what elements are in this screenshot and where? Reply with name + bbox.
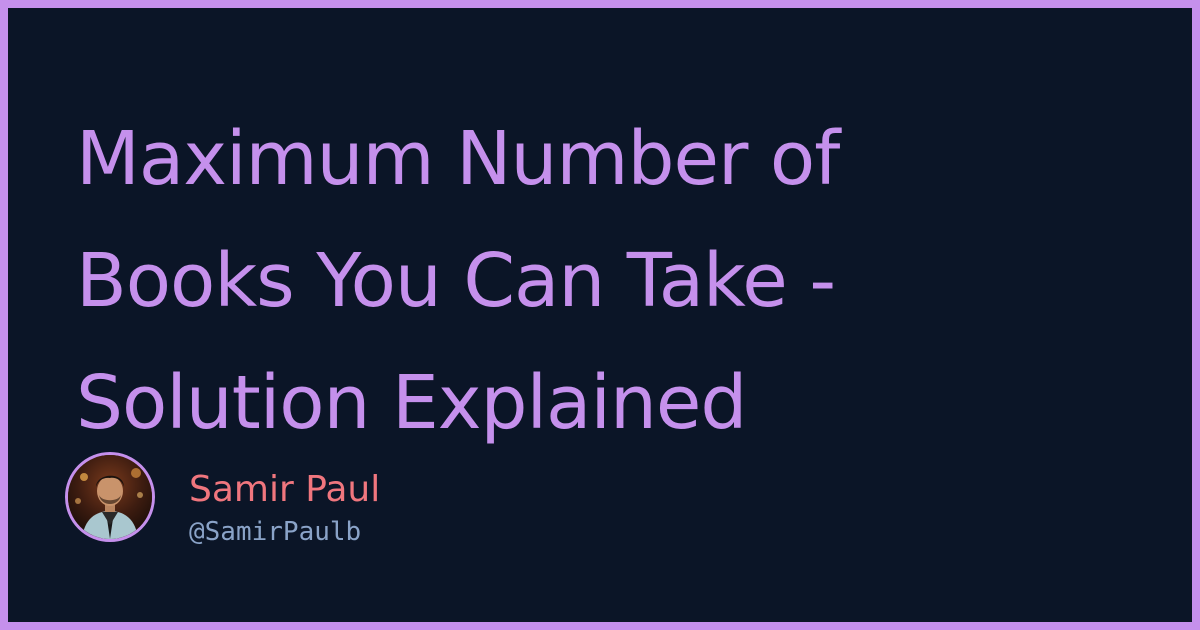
page-title <box>76 98 1116 464</box>
title-line-2: Books You Can Take - <box>76 238 836 324</box>
user-avatar-icon <box>68 455 152 539</box>
author-avatar <box>65 452 155 542</box>
author-name: Samir Paul <box>189 469 381 510</box>
title-line-3: Solution Explained <box>76 360 747 446</box>
social-card <box>8 8 1192 622</box>
title-line-1: Maximum Number of <box>76 116 840 202</box>
author-handle: @SamirPaulb <box>189 517 362 547</box>
